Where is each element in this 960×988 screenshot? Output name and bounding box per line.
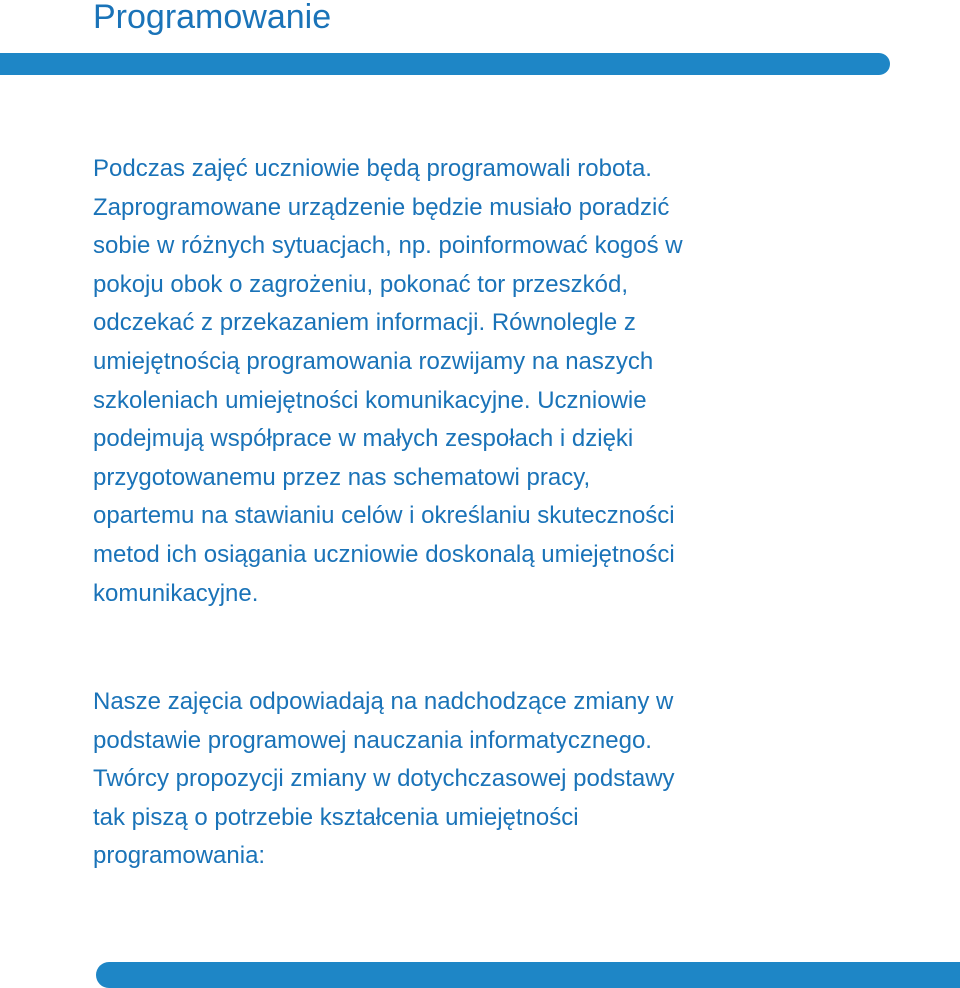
paragraph-line: Nasze zajęcia odpowiadają na nadchodzące zmiany w — [93, 688, 674, 715]
paragraph-line: umiejętnością programowania rozwijamy na naszych — [93, 347, 654, 375]
paragraph-line: pokoju obok o zagrożeniu, pokonać tor przeszkód, — [93, 270, 628, 298]
paragraph-line: podstawie programowej nauczania informatycznego. — [93, 726, 652, 754]
paragraph-line: przygotowanemu przez nas schematowi pracy, — [93, 463, 591, 491]
paragraph-curriculum — [93, 683, 675, 876]
paragraph-line: Podczas zajęć uczniowie będą programowali robota. — [93, 155, 652, 182]
paragraph-line: opartemu na stawianiu celów i określaniu skuteczności — [93, 502, 675, 530]
paragraph-line: sobie w różnych sytuacjach, np. poinformować kogoś w — [93, 232, 683, 260]
paragraph-line: programowania: — [93, 842, 266, 870]
paragraph-line: komunikacyjne. — [93, 579, 259, 607]
page-title: Programowanie — [93, 0, 332, 36]
paragraph-line: Twórcy propozycji zmiany w dotychczasowej podstawy — [93, 765, 675, 793]
footer-divider-bar — [96, 962, 960, 988]
paragraph-line: podejmują współprace w małych zespołach i dzięki — [93, 425, 634, 453]
paragraph-line: metod ich osiągania uczniowie doskonalą umiejętności — [93, 540, 675, 568]
header-divider-bar — [0, 53, 890, 75]
paragraph-intro — [93, 150, 683, 613]
paragraph-line: Zaprogramowane urządzenie będzie musiało poradzić — [93, 193, 670, 221]
paragraph-line: tak piszą o potrzebie kształcenia umiejętności — [93, 803, 579, 831]
paragraph-line: szkoleniach umiejętności komunikacyjne. Uczniowie — [93, 386, 647, 414]
paragraph-line: odczekać z przekazaniem informacji. Równolegle z — [93, 309, 636, 337]
